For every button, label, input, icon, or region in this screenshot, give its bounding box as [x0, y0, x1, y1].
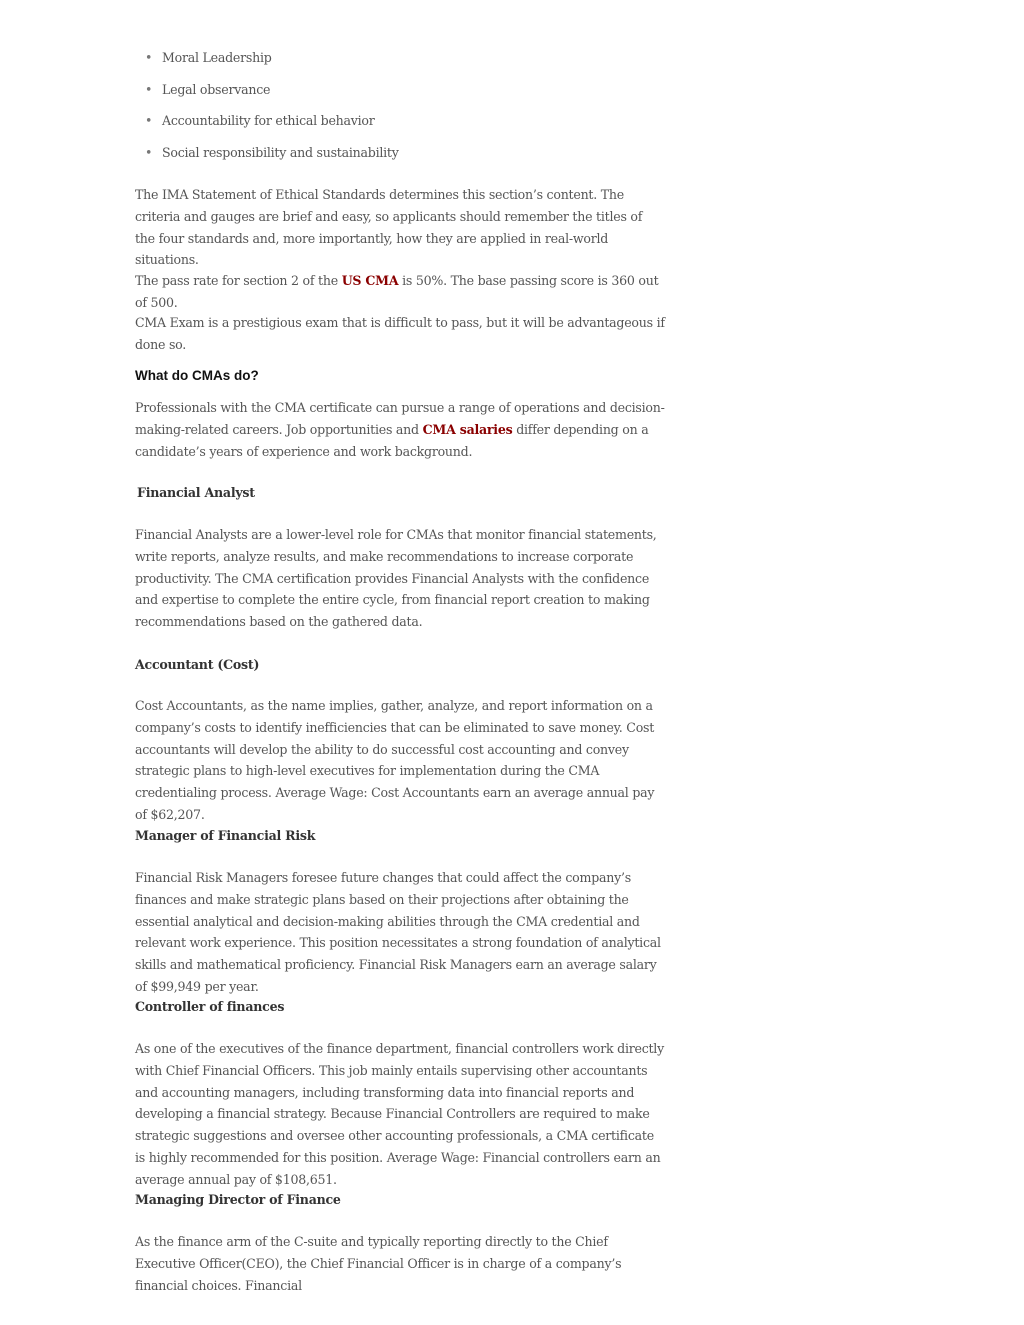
- list-item: [145, 110, 399, 142]
- role-description: As the finance arm of the C-suite and typically reporting directly to the Chief Executive Officer(CEO), the Chief Financial Officer is in charge of a company’s financial choices. Financial: [135, 1234, 622, 1293]
- list-item: [145, 142, 399, 174]
- ethics-bullet-list: [145, 47, 399, 173]
- list-item-text: Moral Leadership: [162, 50, 272, 65]
- prestigious-paragraph: CMA Exam is a prestigious exam that is difficult to pass, but it will be advantageous if done so.: [135, 315, 665, 352]
- bullet-icon: •: [145, 144, 153, 160]
- list-item-text: Accountability for ethical behavior: [162, 113, 375, 129]
- pass-rate-paragraph: [135, 270, 665, 314]
- professionals-text-end: differ depending on a candidate’s years of experience and work background.: [135, 421, 649, 459]
- pass-rate-text: The pass rate for section 2 of the: [135, 273, 342, 288]
- list-item-text: Legal observance: [162, 81, 271, 97]
- role-heading: Controller of finances: [135, 999, 285, 1014]
- section-heading: What do CMAs do?: [135, 368, 259, 383]
- pass-rate-text-end: is 50%. The base passing score is 360 out of 500.: [135, 273, 659, 310]
- professionals-paragraph: [135, 397, 665, 462]
- role-heading: Manager of Financial Risk: [135, 828, 316, 843]
- role-description: Cost Accountants, as the name implies, gather, analyze, and report information on a company’s costs to identify inefficiencies that can be eliminated to save money. Cost accountants will develop the ability to do successful cost accounting and convey strategic plans to high-level executives for implementation during the CMA credentialing process. Average Wage: Cost Accountants earn an average annual pay of $62,207.: [135, 698, 655, 822]
- role-description: Financial Analysts are a lower-level role for CMAs that monitor financial statements, write reports, analyze results, and make recommendations to increase corporate productivity. The CMA certification provides Financial Analysts with the confidence and expertise to complete the entire cycle, from financial report creation to making recommendations based on the gathered data.: [135, 527, 657, 630]
- role-heading: Managing Director of Finance: [135, 1192, 341, 1207]
- list-item-text: Social responsibility and sustainability: [162, 144, 399, 160]
- professionals-text: Professionals with the CMA certificate can pursue a range of operations and decision-making-related careers. Job opportunities and: [135, 400, 665, 437]
- list-item: [145, 47, 399, 79]
- bullet-icon: •: [145, 81, 153, 97]
- ima-paragraph: The IMA Statement of Ethical Standards determines this section’s content. The criteria and gauges are brief and easy, so applicants should remember the titles of the four standards and, more importantly, how they are applied in real-world situations.: [135, 187, 643, 268]
- role-heading: Financial Analyst: [137, 485, 255, 500]
- role-heading: Accountant (Cost): [135, 657, 260, 672]
- role-description: As one of the executives of the finance department, financial controllers work directly with Chief Financial Officers. This job mainly entails supervising other accountants and accounting managers, including transforming data into financial reports and developing a financial strategy. Because Financial Controllers are required to make strategic suggestions and oversee other accounting professionals, a CMA certificate is highly recommended for this position. Average Wage: Financial controllers earn an average annual pay of $108,651.: [135, 1041, 664, 1187]
- list-item: [145, 79, 399, 111]
- us-cma-link[interactable]: US CMA: [341, 273, 399, 288]
- cma-salaries-link[interactable]: CMA salaries: [422, 421, 513, 437]
- bullet-icon: •: [145, 113, 153, 129]
- bullet-icon: •: [145, 50, 153, 65]
- role-description: Financial Risk Managers foresee future changes that could affect the company’s finances and make strategic plans based on their projections after obtaining the essential analytical and decision-making abilities through the CMA credential and relevant work experience. This position necessitates a strong foundation of analytical skills and mathematical proficiency. Financial Risk Managers earn an average salary of $99,949 per year.: [135, 870, 661, 994]
